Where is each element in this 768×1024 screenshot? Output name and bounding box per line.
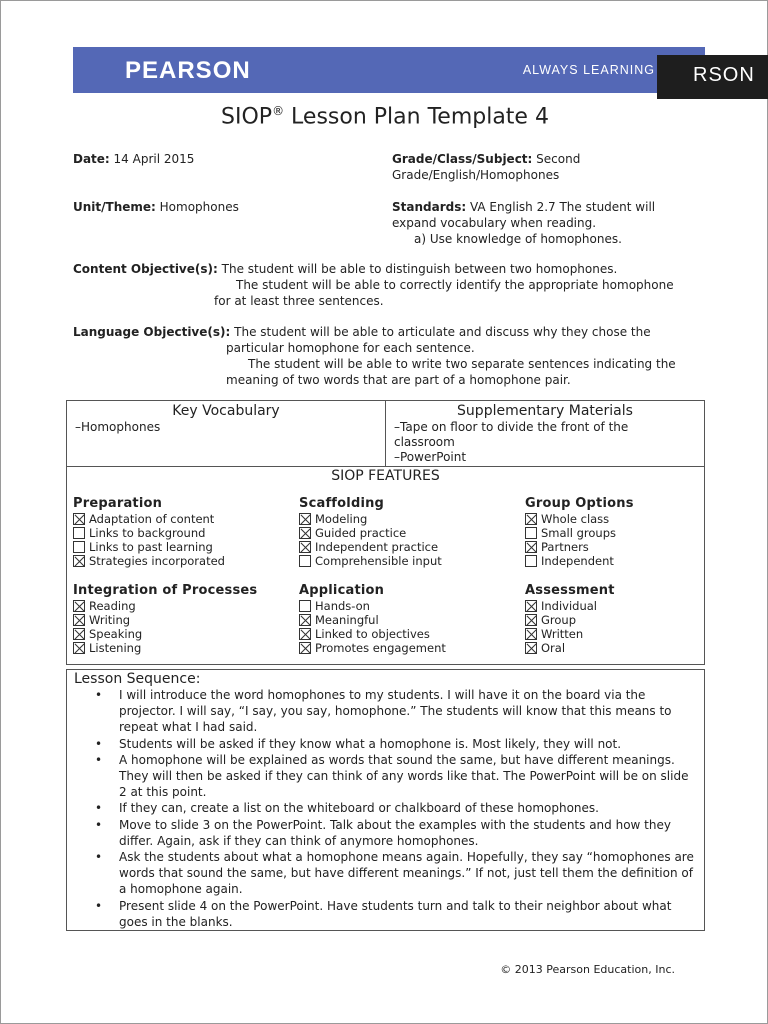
feature-group-heading: Application: [299, 583, 385, 598]
dark-tab-text: RSON: [693, 64, 755, 86]
checked-checkbox-icon[interactable]: [299, 628, 311, 640]
feature-checkbox-row[interactable]: [73, 512, 225, 526]
title-main: SIOP: [221, 104, 273, 130]
checked-checkbox-icon[interactable]: [525, 628, 537, 640]
feature-group: [525, 583, 615, 655]
feature-checkbox-row[interactable]: [73, 599, 257, 613]
pearson-logo: PEARSON: [125, 57, 251, 84]
feature-checkbox-label: Independent practice: [315, 540, 439, 554]
language-objective-line: meaning of two words that are part of a homophone pair.: [226, 373, 571, 387]
feature-checkbox-row[interactable]: [525, 613, 615, 627]
feature-checkbox-label: Partners: [541, 540, 589, 554]
title-registered-mark: ®: [272, 104, 285, 118]
date-value: 14 April 2015: [109, 152, 195, 166]
standards-subitem: a) Use knowledge of homophones.: [414, 232, 622, 246]
checked-checkbox-icon[interactable]: [73, 628, 85, 640]
header-dark-tab: [657, 55, 768, 99]
unchecked-checkbox-icon[interactable]: [525, 527, 537, 539]
grade-value: Second: [532, 152, 581, 166]
feature-checkbox-label: Individual: [541, 599, 598, 613]
language-objective-line: The student will be able to write two separate sentences indicating the: [248, 357, 676, 371]
feature-checkbox-row[interactable]: [299, 613, 446, 627]
standards-label: Standards:: [392, 200, 467, 214]
feature-checkbox-row[interactable]: [525, 641, 615, 655]
unit-value: Homophones: [155, 200, 239, 214]
checked-checkbox-icon[interactable]: [525, 513, 537, 525]
header-banner: [73, 47, 705, 93]
checked-checkbox-icon[interactable]: [299, 513, 311, 525]
language-objective: [73, 324, 713, 388]
feature-group: [299, 583, 446, 655]
date-field: [73, 151, 194, 167]
checked-checkbox-icon[interactable]: [299, 614, 311, 626]
content-objective-line: for at least three sentences.: [214, 294, 384, 308]
feature-checkbox-row[interactable]: [525, 554, 634, 568]
feature-checkbox-row[interactable]: [73, 526, 225, 540]
unchecked-checkbox-icon[interactable]: [73, 527, 85, 539]
supplementary-item: –Tape on floor to divide the front of the: [394, 420, 629, 434]
grade-value-line2: Grade/English/Homophones: [392, 168, 560, 182]
feature-checkbox-row[interactable]: [525, 599, 615, 613]
content-objective: [73, 261, 713, 309]
feature-checkbox-row[interactable]: [299, 554, 442, 568]
standards-field: [392, 199, 712, 247]
feature-checkbox-row[interactable]: [299, 512, 442, 526]
feature-checkbox-row[interactable]: [299, 599, 446, 613]
language-objective-line: particular homophone for each sentence.: [226, 341, 475, 355]
feature-checkbox-label: Hands-on: [315, 599, 370, 613]
key-vocabulary-cell: [67, 401, 386, 466]
unchecked-checkbox-icon[interactable]: [525, 555, 537, 567]
lesson-step: • I will introduce the word homophones to my students. I will have it on the board via the projector. I will say, “I say, you say, homophone.” The students will know that this means to repeat what I had said.: [119, 687, 695, 736]
siop-features-table: [66, 466, 705, 665]
standards-value-line2: expand vocabulary when reading.: [392, 216, 597, 230]
feature-checkbox-label: Links to background: [89, 526, 206, 540]
feature-checkbox-label: Meaningful: [315, 613, 379, 627]
tagline: ALWAYS LEARNING: [522, 63, 655, 77]
feature-checkbox-row[interactable]: [299, 540, 442, 554]
supplementary-item: –PowerPoint: [394, 450, 467, 464]
standards-value: VA English 2.7 The student will: [466, 200, 656, 214]
feature-checkbox-label: Linked to objectives: [315, 627, 430, 641]
feature-checkbox-label: Modeling: [315, 512, 368, 526]
content-objective-line: The student will be able to correctly identify the appropriate homophone: [236, 278, 674, 292]
feature-checkbox-label: Writing: [89, 613, 131, 627]
lesson-step: • Move to slide 3 on the PowerPoint. Talk about the examples with the students and how they differ. Again, ask if they can think of anymore homophones.: [119, 817, 695, 849]
feature-group-heading: Integration of Processes: [73, 583, 258, 598]
feature-checkbox-row[interactable]: [525, 540, 634, 554]
key-vocabulary-heading: Key Vocabulary: [172, 403, 280, 419]
feature-checkbox-label: Group: [541, 613, 577, 627]
lesson-step: • If they can, create a list on the whiteboard or chalkboard of these homophones.: [119, 800, 695, 816]
feature-checkbox-label: Strategies incorporated: [89, 554, 225, 568]
checked-checkbox-icon[interactable]: [299, 527, 311, 539]
date-label: Date:: [73, 152, 110, 166]
copyright-footer: © 2013 Pearson Education, Inc.: [500, 963, 675, 976]
key-vocabulary-list: [67, 420, 385, 435]
content-objective-label: Content Objective(s):: [73, 262, 218, 276]
language-objective-line: The student will be able to articulate and discuss why they chose the: [230, 325, 651, 339]
language-objective-label: Language Objective(s):: [73, 325, 231, 339]
unit-field: [73, 199, 239, 215]
content-objective-line: The student will be able to distinguish between two homophones.: [217, 262, 618, 276]
feature-checkbox-row[interactable]: [73, 554, 225, 568]
feature-checkbox-label: Listening: [89, 641, 142, 655]
feature-checkbox-label: Comprehensible input: [315, 554, 442, 568]
unchecked-checkbox-icon[interactable]: [299, 600, 311, 612]
feature-checkbox-label: Oral: [541, 641, 566, 655]
feature-group: [73, 583, 257, 655]
feature-checkbox-row[interactable]: [299, 641, 446, 655]
supplementary-materials-cell: [386, 401, 704, 466]
page-title: [1, 104, 768, 129]
feature-group-heading: Assessment: [525, 583, 615, 598]
feature-checkbox-label: Adaptation of content: [89, 512, 215, 526]
title-rest: Lesson Plan Template 4: [284, 104, 549, 130]
feature-checkbox-label: Small groups: [541, 526, 616, 540]
feature-group-heading: Group Options: [525, 496, 634, 511]
checked-checkbox-icon[interactable]: [525, 614, 537, 626]
siop-features-heading: SIOP FEATURES: [331, 468, 440, 484]
feature-checkbox-row[interactable]: [73, 641, 257, 655]
checked-checkbox-icon[interactable]: [525, 642, 537, 654]
lesson-sequence-heading: Lesson Sequence:: [74, 671, 201, 687]
feature-group-heading: Preparation: [73, 496, 163, 511]
feature-checkbox-row[interactable]: [525, 627, 615, 641]
checked-checkbox-icon[interactable]: [73, 513, 85, 525]
vocabulary-table: [66, 400, 705, 467]
lesson-step: • Students will be asked if they know what a homophone is. Most likely, they will not.: [119, 736, 695, 752]
feature-checkbox-label: Guided practice: [315, 526, 407, 540]
feature-group: [525, 496, 634, 568]
feature-checkbox-label: Speaking: [89, 627, 143, 641]
feature-checkbox-row[interactable]: [299, 526, 442, 540]
feature-group-heading: Scaffolding: [299, 496, 385, 511]
checked-checkbox-icon[interactable]: [525, 600, 537, 612]
feature-checkbox-row[interactable]: [525, 526, 634, 540]
unchecked-checkbox-icon[interactable]: [299, 555, 311, 567]
feature-checkbox-row[interactable]: [73, 627, 257, 641]
feature-checkbox-row[interactable]: [73, 613, 257, 627]
feature-group: [299, 496, 442, 568]
checked-checkbox-icon[interactable]: [299, 541, 311, 553]
checked-checkbox-icon[interactable]: [73, 642, 85, 654]
lesson-sequence-box: [66, 669, 705, 931]
lesson-step: • Present slide 4 on the PowerPoint. Have students turn and talk to their neighbor about what goes in the blanks.: [119, 898, 695, 930]
feature-checkbox-label: Promotes engagement: [315, 641, 446, 655]
lesson-step: • A homophone will be explained as words that sound the same, but have different meanings. They will then be asked if they can think of any words like that. The PowerPoint will be on slide 2 at this point.: [119, 752, 695, 801]
feature-checkbox-label: Links to past learning: [89, 540, 213, 554]
grade-label: Grade/Class/Subject:: [392, 152, 533, 166]
checked-checkbox-icon[interactable]: [73, 614, 85, 626]
feature-checkbox-label: Independent: [541, 554, 614, 568]
lesson-step: • Ask the students about what a homophone means again. Hopefully, they say “homophones are words that sound the same, but have different meanings.” If not, just tell them the definition of a homophone again.: [119, 849, 695, 898]
supplementary-materials-heading: Supplementary Materials: [457, 403, 633, 419]
feature-checkbox-row[interactable]: [299, 627, 446, 641]
feature-checkbox-label: Reading: [89, 599, 136, 613]
feature-checkbox-row[interactable]: [73, 540, 225, 554]
feature-checkbox-label: Written: [541, 627, 584, 641]
checked-checkbox-icon[interactable]: [525, 541, 537, 553]
key-vocabulary-item: –Homophones: [75, 420, 161, 434]
checked-checkbox-icon[interactable]: [73, 600, 85, 612]
feature-checkbox-label: Whole class: [541, 512, 610, 526]
unit-label: Unit/Theme:: [73, 200, 156, 214]
supplementary-item: classroom: [394, 435, 455, 449]
unchecked-checkbox-icon[interactable]: [73, 541, 85, 553]
supplementary-materials-list: [386, 420, 704, 465]
lesson-sequence-list: [67, 687, 695, 930]
checked-checkbox-icon[interactable]: [73, 555, 85, 567]
checked-checkbox-icon[interactable]: [299, 642, 311, 654]
grade-field: [392, 151, 692, 183]
feature-checkbox-row[interactable]: [525, 512, 634, 526]
feature-group: [73, 496, 225, 568]
